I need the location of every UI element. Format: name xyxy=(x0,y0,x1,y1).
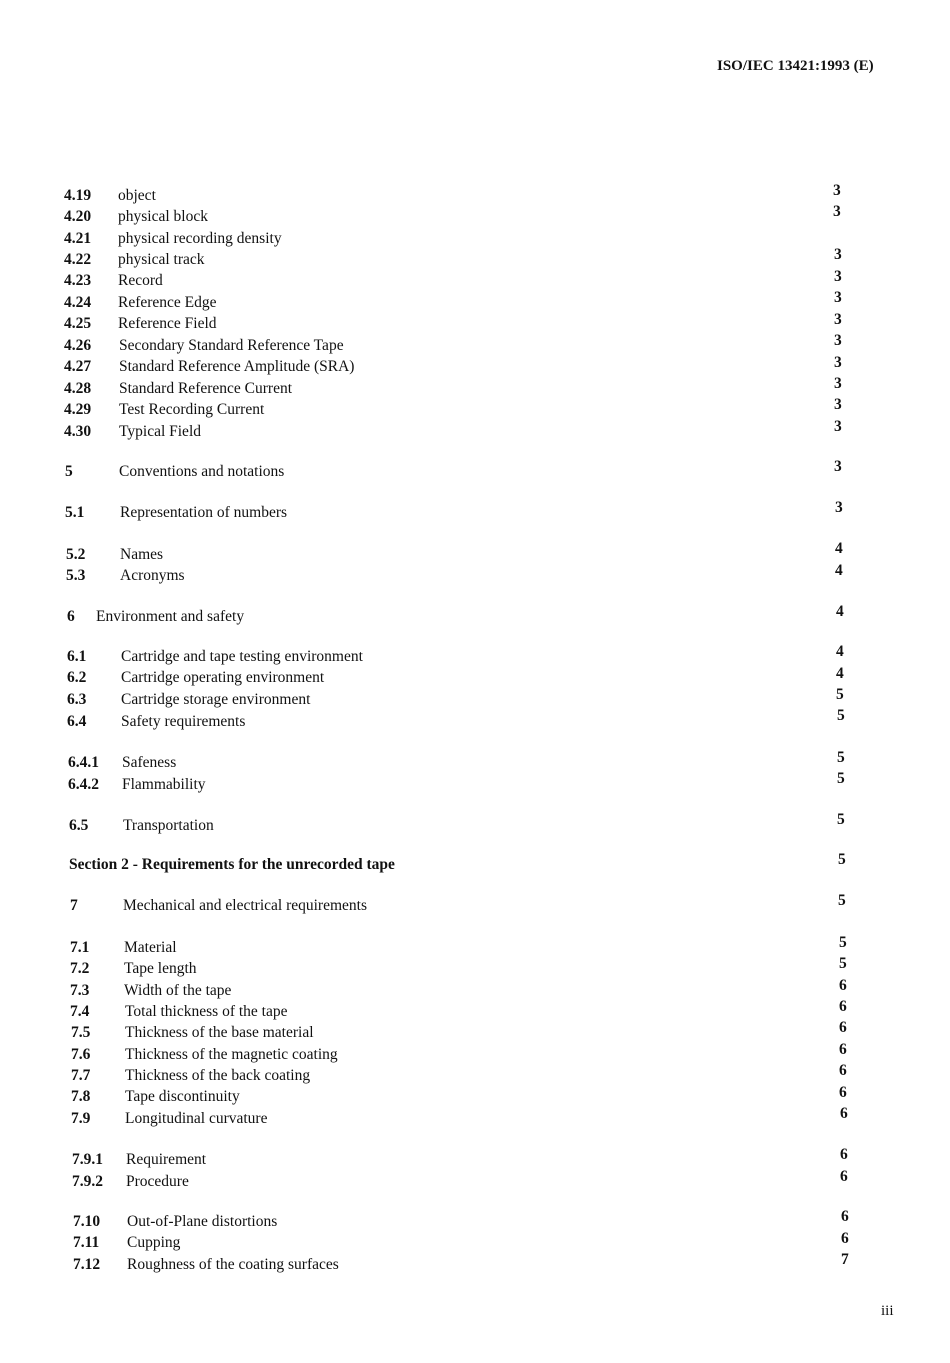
toc-entry-number: 7.5 xyxy=(71,1024,91,1041)
toc-entry-title: Out-of-Plane distortions xyxy=(127,1213,278,1230)
toc-entry xyxy=(0,293,820,313)
toc-entry xyxy=(0,186,820,206)
toc-entry-number: 7.11 xyxy=(73,1234,100,1251)
toc-entry-number: 4.27 xyxy=(64,358,92,375)
toc-entry-page-number: 4 xyxy=(835,562,843,579)
toc-entry xyxy=(0,1255,820,1275)
toc-entry-number: 7.7 xyxy=(71,1067,91,1084)
toc-entry-title: Mechanical and electrical requirements xyxy=(123,897,367,914)
toc-entry xyxy=(0,422,820,442)
toc-entry-number: 7.10 xyxy=(73,1213,101,1230)
toc-entry-page-number: 6 xyxy=(839,1062,847,1079)
toc-entry-number: 5.1 xyxy=(65,504,85,521)
toc-entry-number: 4.25 xyxy=(64,315,92,332)
toc-entry-number: 7.8 xyxy=(71,1088,91,1105)
toc-entry-page-number: 6 xyxy=(840,1105,848,1122)
toc-entry xyxy=(0,379,820,399)
toc-entry-number: 7.9 xyxy=(71,1110,91,1127)
toc-entry-title: Names xyxy=(120,546,164,563)
toc-entry-title: Cartridge operating environment xyxy=(121,669,325,686)
toc-entry-title: Cartridge storage environment xyxy=(121,691,311,708)
toc-entry-number: 7.4 xyxy=(70,1003,90,1020)
toc-entry-title: Environment and safety xyxy=(96,608,245,625)
toc-entry-number: 4.19 xyxy=(64,187,92,204)
toc-entry-page-number: 6 xyxy=(839,977,847,994)
toc-entry-number: 5 xyxy=(65,463,73,480)
toc-entry-title: physical recording density xyxy=(118,230,282,247)
toc-entry-page-number: 5 xyxy=(839,934,847,951)
toc-section-heading: Section 2 - Requirements for the unrecorded tape xyxy=(69,856,395,873)
toc-entry xyxy=(0,959,820,979)
toc-entry-number: 4.22 xyxy=(64,251,92,268)
toc-entry xyxy=(0,1212,820,1232)
toc-entry xyxy=(0,336,820,356)
toc-entry-page-number: 6 xyxy=(841,1230,849,1247)
toc-entry-title: physical block xyxy=(118,208,208,225)
toc-entry-number: 4.23 xyxy=(64,272,92,289)
toc-entry-title: Requirement xyxy=(126,1151,207,1168)
toc-entry-title: Cupping xyxy=(127,1234,181,1251)
toc-entry-number: 4.20 xyxy=(64,208,92,225)
toc-entry xyxy=(0,896,820,916)
toc-entry-page-number: 7 xyxy=(841,1251,849,1268)
toc-entry-title: Width of the tape xyxy=(124,982,232,999)
toc-entry xyxy=(0,1002,820,1022)
toc-entry-title: Secondary Standard Reference Tape xyxy=(119,337,344,354)
toc-entry-number: 4.29 xyxy=(64,401,92,418)
toc-entry xyxy=(0,207,820,227)
toc-entry-number: 4.24 xyxy=(64,294,92,311)
toc-entry-title: Cartridge and tape testing environment xyxy=(121,648,363,665)
toc-entry xyxy=(0,712,820,732)
toc-entry-page-number: 6 xyxy=(840,1146,848,1163)
toc-entry-page-number: 6 xyxy=(839,998,847,1015)
toc-entry-page-number: 3 xyxy=(834,289,842,306)
toc-entry-title: Thickness of the back coating xyxy=(125,1067,311,1084)
toc-entry-number: 4.26 xyxy=(64,337,92,354)
toc-entry-page-number: 5 xyxy=(836,686,844,703)
toc-entry-page-number: 3 xyxy=(833,203,841,220)
toc-entry-title: Transportation xyxy=(123,817,214,834)
toc-entry-number: 4.28 xyxy=(64,380,92,397)
toc-entry-page-number: 3 xyxy=(834,458,842,475)
toc-entry-page-number: 3 xyxy=(834,246,842,263)
toc-entry-title: Standard Reference Current xyxy=(119,380,293,397)
toc-entry-page-number: 3 xyxy=(835,499,843,516)
toc-entry-title: Representation of numbers xyxy=(120,504,288,521)
page-number: iii xyxy=(881,1303,894,1319)
toc-entry-page-number: 3 xyxy=(834,375,842,392)
toc-entry xyxy=(0,229,820,249)
toc-entry-number: 5.3 xyxy=(66,567,86,584)
toc-entry-title: Flammability xyxy=(122,776,206,793)
toc-entry-number: 7.9.1 xyxy=(72,1151,103,1168)
toc-entry-number: 6.4.1 xyxy=(68,754,99,771)
toc-entry-page-number: 5 xyxy=(839,955,847,972)
toc-entry-number: 6.1 xyxy=(67,648,87,665)
toc-entry-number: 7.3 xyxy=(70,982,90,999)
toc-entry-title: Reference Field xyxy=(118,315,217,332)
toc-entry-title: Conventions and notations xyxy=(119,463,285,480)
toc-entry-page-number: 5 xyxy=(837,770,845,787)
toc-entry-number: 7.1 xyxy=(70,939,90,956)
toc-entry-page-number: 4 xyxy=(836,643,844,660)
toc-entry-number: 6.2 xyxy=(67,669,87,686)
toc-entry xyxy=(0,938,820,958)
toc-entry-number: 6 xyxy=(67,608,75,625)
toc-entry-title: Tape length xyxy=(124,960,197,977)
toc-entry xyxy=(0,357,820,377)
toc-entry-page-number: 5 xyxy=(837,749,845,766)
toc-entry-title: Acronyms xyxy=(120,567,185,584)
toc-entry-page-number: 5 xyxy=(838,892,846,909)
toc-entry-page-number: 6 xyxy=(841,1208,849,1225)
toc-entry-number: 6.4.2 xyxy=(68,776,99,793)
toc-entry-title: Typical Field xyxy=(119,423,201,440)
toc-entry-page-number: 5 xyxy=(837,811,845,828)
toc-entry-number: 7.12 xyxy=(73,1256,101,1273)
toc-entry-number: 6.3 xyxy=(67,691,87,708)
toc-entry xyxy=(0,647,820,667)
toc-entry xyxy=(0,400,820,420)
toc-entry-number: 6.5 xyxy=(69,817,89,834)
toc-entry-page-number: 4 xyxy=(836,603,844,620)
toc-entry-page-number: 5 xyxy=(838,851,846,868)
toc-entry-title: Standard Reference Amplitude (SRA) xyxy=(119,358,355,375)
toc-entry-page-number: 3 xyxy=(834,311,842,328)
toc-entry xyxy=(0,271,820,291)
toc-entry-title: Roughness of the coating surfaces xyxy=(127,1256,339,1273)
toc-entry xyxy=(0,503,820,523)
toc-entry xyxy=(0,855,820,875)
toc-entry xyxy=(0,566,820,586)
toc-entry-title: Record xyxy=(118,272,163,289)
toc-entry-title: physical track xyxy=(118,251,205,268)
toc-entry xyxy=(0,1087,820,1107)
toc-entry-page-number: 3 xyxy=(833,182,841,199)
toc-entry-page-number: 3 xyxy=(834,354,842,371)
toc-entry xyxy=(0,668,820,688)
toc-entry-title: Thickness of the magnetic coating xyxy=(125,1046,338,1063)
toc-entry-number: 4.21 xyxy=(64,230,92,247)
toc-entry-title: Procedure xyxy=(126,1173,189,1190)
toc-entry-page-number: 4 xyxy=(836,665,844,682)
toc-entry xyxy=(0,250,820,270)
toc-entry-title: Test Recording Current xyxy=(119,401,265,418)
toc-entry xyxy=(0,314,820,334)
toc-entry xyxy=(0,816,820,836)
toc-entry-title: Safeness xyxy=(122,754,177,771)
toc-entry-page-number: 3 xyxy=(834,268,842,285)
toc-entry xyxy=(0,1045,820,1065)
toc-entry xyxy=(0,1023,820,1043)
toc-entry-title: Thickness of the base material xyxy=(125,1024,314,1041)
toc-entry-page-number: 4 xyxy=(835,540,843,557)
toc-entry-number: 4.30 xyxy=(64,423,92,440)
toc-entry-number: 7.9.2 xyxy=(72,1173,103,1190)
toc-entry xyxy=(0,462,820,482)
toc-entry-title: Reference Edge xyxy=(118,294,217,311)
toc-entry-title: Tape discontinuity xyxy=(125,1088,240,1105)
toc-entry xyxy=(0,690,820,710)
toc-entry-title: Longitudinal curvature xyxy=(125,1110,268,1127)
toc-entry-page-number: 5 xyxy=(837,707,845,724)
toc-entry xyxy=(0,1150,820,1170)
toc-entry-page-number: 3 xyxy=(834,396,842,413)
toc-entry-page-number: 6 xyxy=(839,1041,847,1058)
toc-entry xyxy=(0,545,820,565)
document-id-header: ISO/IEC 13421:1993 (E) xyxy=(717,58,874,74)
toc-entry-page-number: 6 xyxy=(839,1019,847,1036)
toc-entry-title: Safety requirements xyxy=(121,713,246,730)
toc-entry-page-number: 3 xyxy=(834,332,842,349)
toc-entry-page-number: 6 xyxy=(839,1084,847,1101)
toc-entry xyxy=(0,753,820,773)
toc-entry-number: 7.2 xyxy=(70,960,90,977)
toc-entry xyxy=(0,607,820,627)
toc-entry-title: object xyxy=(118,187,156,204)
toc-entry-page-number: 6 xyxy=(840,1168,848,1185)
toc-entry xyxy=(0,1172,820,1192)
toc-entry-number: 7 xyxy=(70,897,78,914)
toc-entry-number: 6.4 xyxy=(67,713,87,730)
toc-entry xyxy=(0,981,820,1001)
toc-entry xyxy=(0,1233,820,1253)
toc-entry-number: 5.2 xyxy=(66,546,86,563)
toc-entry xyxy=(0,775,820,795)
toc-entry-title: Material xyxy=(124,939,177,956)
toc-entry xyxy=(0,1066,820,1086)
toc-entry-number: 7.6 xyxy=(71,1046,91,1063)
toc-entry xyxy=(0,1109,820,1129)
toc-entry-title: Total thickness of the tape xyxy=(125,1003,288,1020)
toc-entry-page-number: 3 xyxy=(834,418,842,435)
